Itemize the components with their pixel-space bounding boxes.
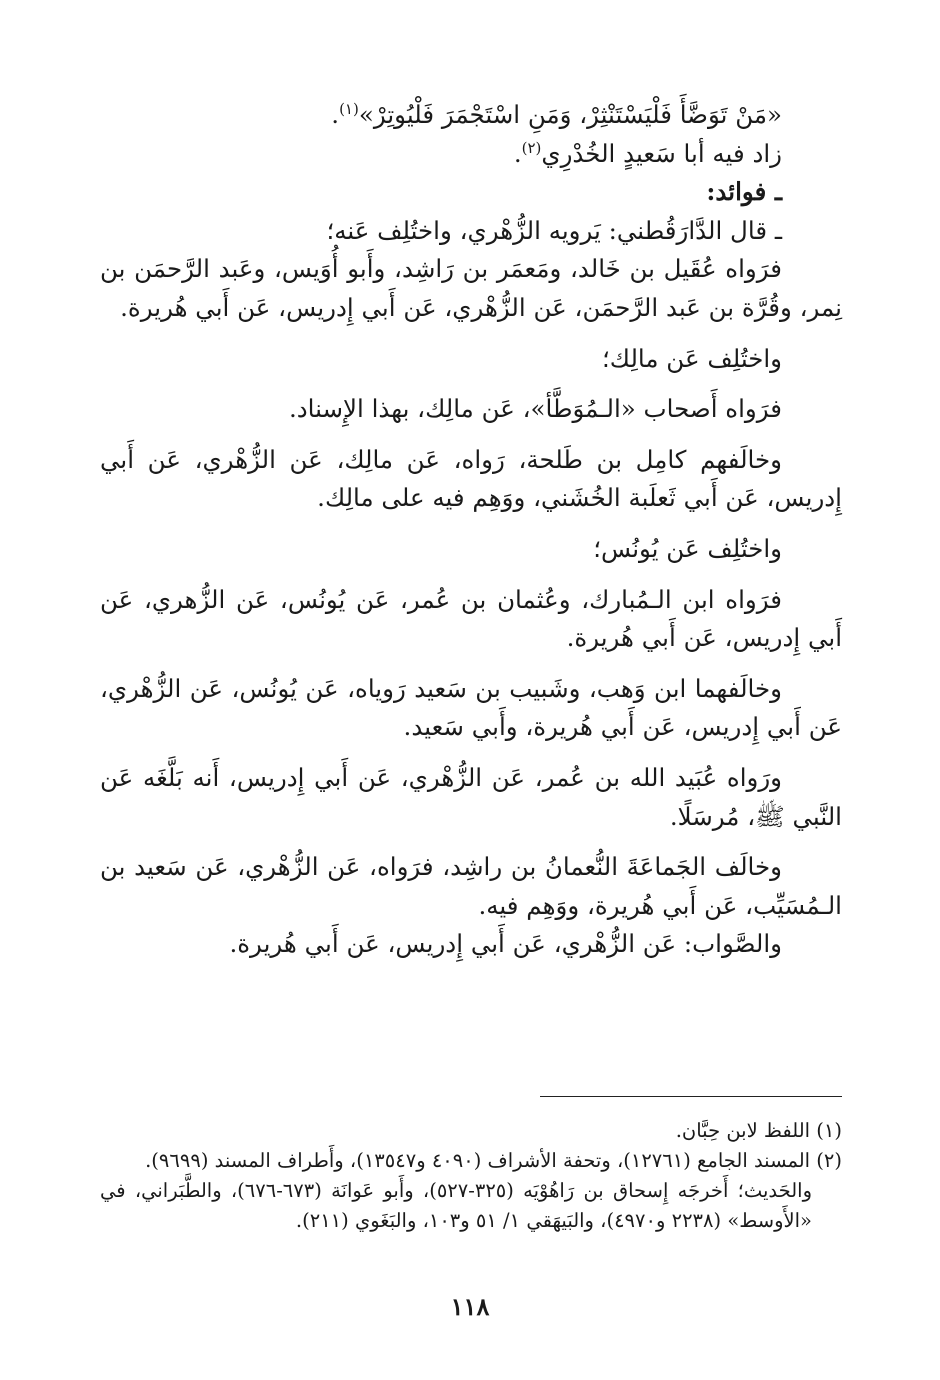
footnote-ref-2[interactable]: (٢) [521, 138, 542, 157]
footnote-1: (١) اللفظ لابن حِبَّان. [675, 1119, 842, 1142]
paragraph-kamil: وخالَفهم كامِل بن طَلحة، رَواه، عَن مالِك، عَن الزُّهْري، عَن أَبي إِدريس، عَن أَبي ثَعلَبة الخُشَني، ووَهِم فيه على مالِك. [100, 444, 842, 513]
paragraph-ibn-mubarak: فرَواه ابن الـمُبارك، وعُثمان بن عُمر، عَن يُونُس، عَن الزُّهري، عَن أَبي إِدريس، عَن أَبي هُريرة. [100, 584, 842, 653]
daraqutni-intro: ـ قال الدَّارَقُطني: يَرويه الزُّهْري، واختُلِف عَنه؛ [326, 215, 782, 245]
paragraph-ubaydallah: ورَواه عُبَيد الله بن عُمر، عَن الزُّهْري، عَن أَبي إِدريس، أَنه بَلَّغَه عَن النَّبي ﷺ، مُرسَلًا. [100, 762, 842, 831]
addition-note [100, 135, 842, 174]
section-heading: ـ فوائد: [706, 177, 782, 207]
page-number: ١١٨ [450, 1292, 490, 1321]
footnote-divider [540, 1096, 842, 1097]
footnotes [100, 1116, 842, 1236]
paragraph-muwatta: فرَواه أَصحاب «الـمُوَطَّأ»، عَن مالِك، بهذا الإِسناد. [288, 394, 782, 424]
paragraph-conclusion: والصَّواب: عَن الزُّهْري، عَن أَبي إِدريس، عَن أَبي هُريرة. [229, 929, 782, 959]
main-text [100, 96, 842, 964]
paragraph-ibn-wahb: وخالَفهما ابن وَهب، وشَبيب بن سَعيد رَوياه، عَن يُونُس، عَن الزُّهْري، عَن أَبي إِدريس، عَن أَبي هُريرة، وأَبي سَعيد. [100, 673, 842, 742]
addition-text: زاد فيه أبا سَعيدٍ الخُدْرِي [541, 138, 782, 168]
paragraph-uqayl: فرَواه عُقَيل بن خَالد، ومَعمَر بن رَاشِد، وأَبو أُوَيس، وعَبد الرَّحمَن بن نِمر، وقُرَّة بن عَبد الرَّحمَن، عَن الزُّهْري، عَن أَبي إِدريس، عَن أَبي هُريرة. [100, 254, 842, 322]
footnote-ref-1[interactable]: (١) [339, 99, 359, 118]
paragraph-numan: وخالَف الجَماعَةَ النُّعمانُ بن راشِد، فرَواه، عَن الزُّهْري، عَن سَعيد بن الـمُسَيِّب، عَن أَبي هُريرة، ووَهِم فيه. [100, 852, 842, 920]
paragraph-malik-diff: واختُلِف عَن مالِك؛ [602, 343, 782, 373]
paragraph-yunus-diff: واختُلِف عَن يُونُس؛ [593, 533, 782, 563]
footnote-2-continued: والحَديث؛ أَخرجَه إِسحاق بن رَاهُوْيَه (٣٢٥-٥٢٧)، وأَبو عَوانَة (٦٧٣-٦٧٦)، والطَّبَراني، في «الأَوسط» (٢٢٣٨ و٤٩٧٠)، والبَيهَقي ١/ ٥١ و١٠٣، والبَغَوي (٢١١). [100, 1179, 812, 1232]
hadith-end: . [331, 100, 340, 129]
footnote-2: (٢) المسند الجامع (١٢٧٦١)، وتحفة الأشراف (٤٠٩٠ و١٣٥٤٧)، وأَطراف المسند (٩٦٩٩). [145, 1149, 842, 1172]
hadith-quote: «مَنْ تَوَضَّأَ فَلْيَسْتَنْثِرْ، وَمَنِ اسْتَجْمَرَ فَلْيُوتِرْ» [358, 100, 782, 129]
hadith-text [100, 96, 842, 135]
addition-end: . [513, 138, 522, 168]
